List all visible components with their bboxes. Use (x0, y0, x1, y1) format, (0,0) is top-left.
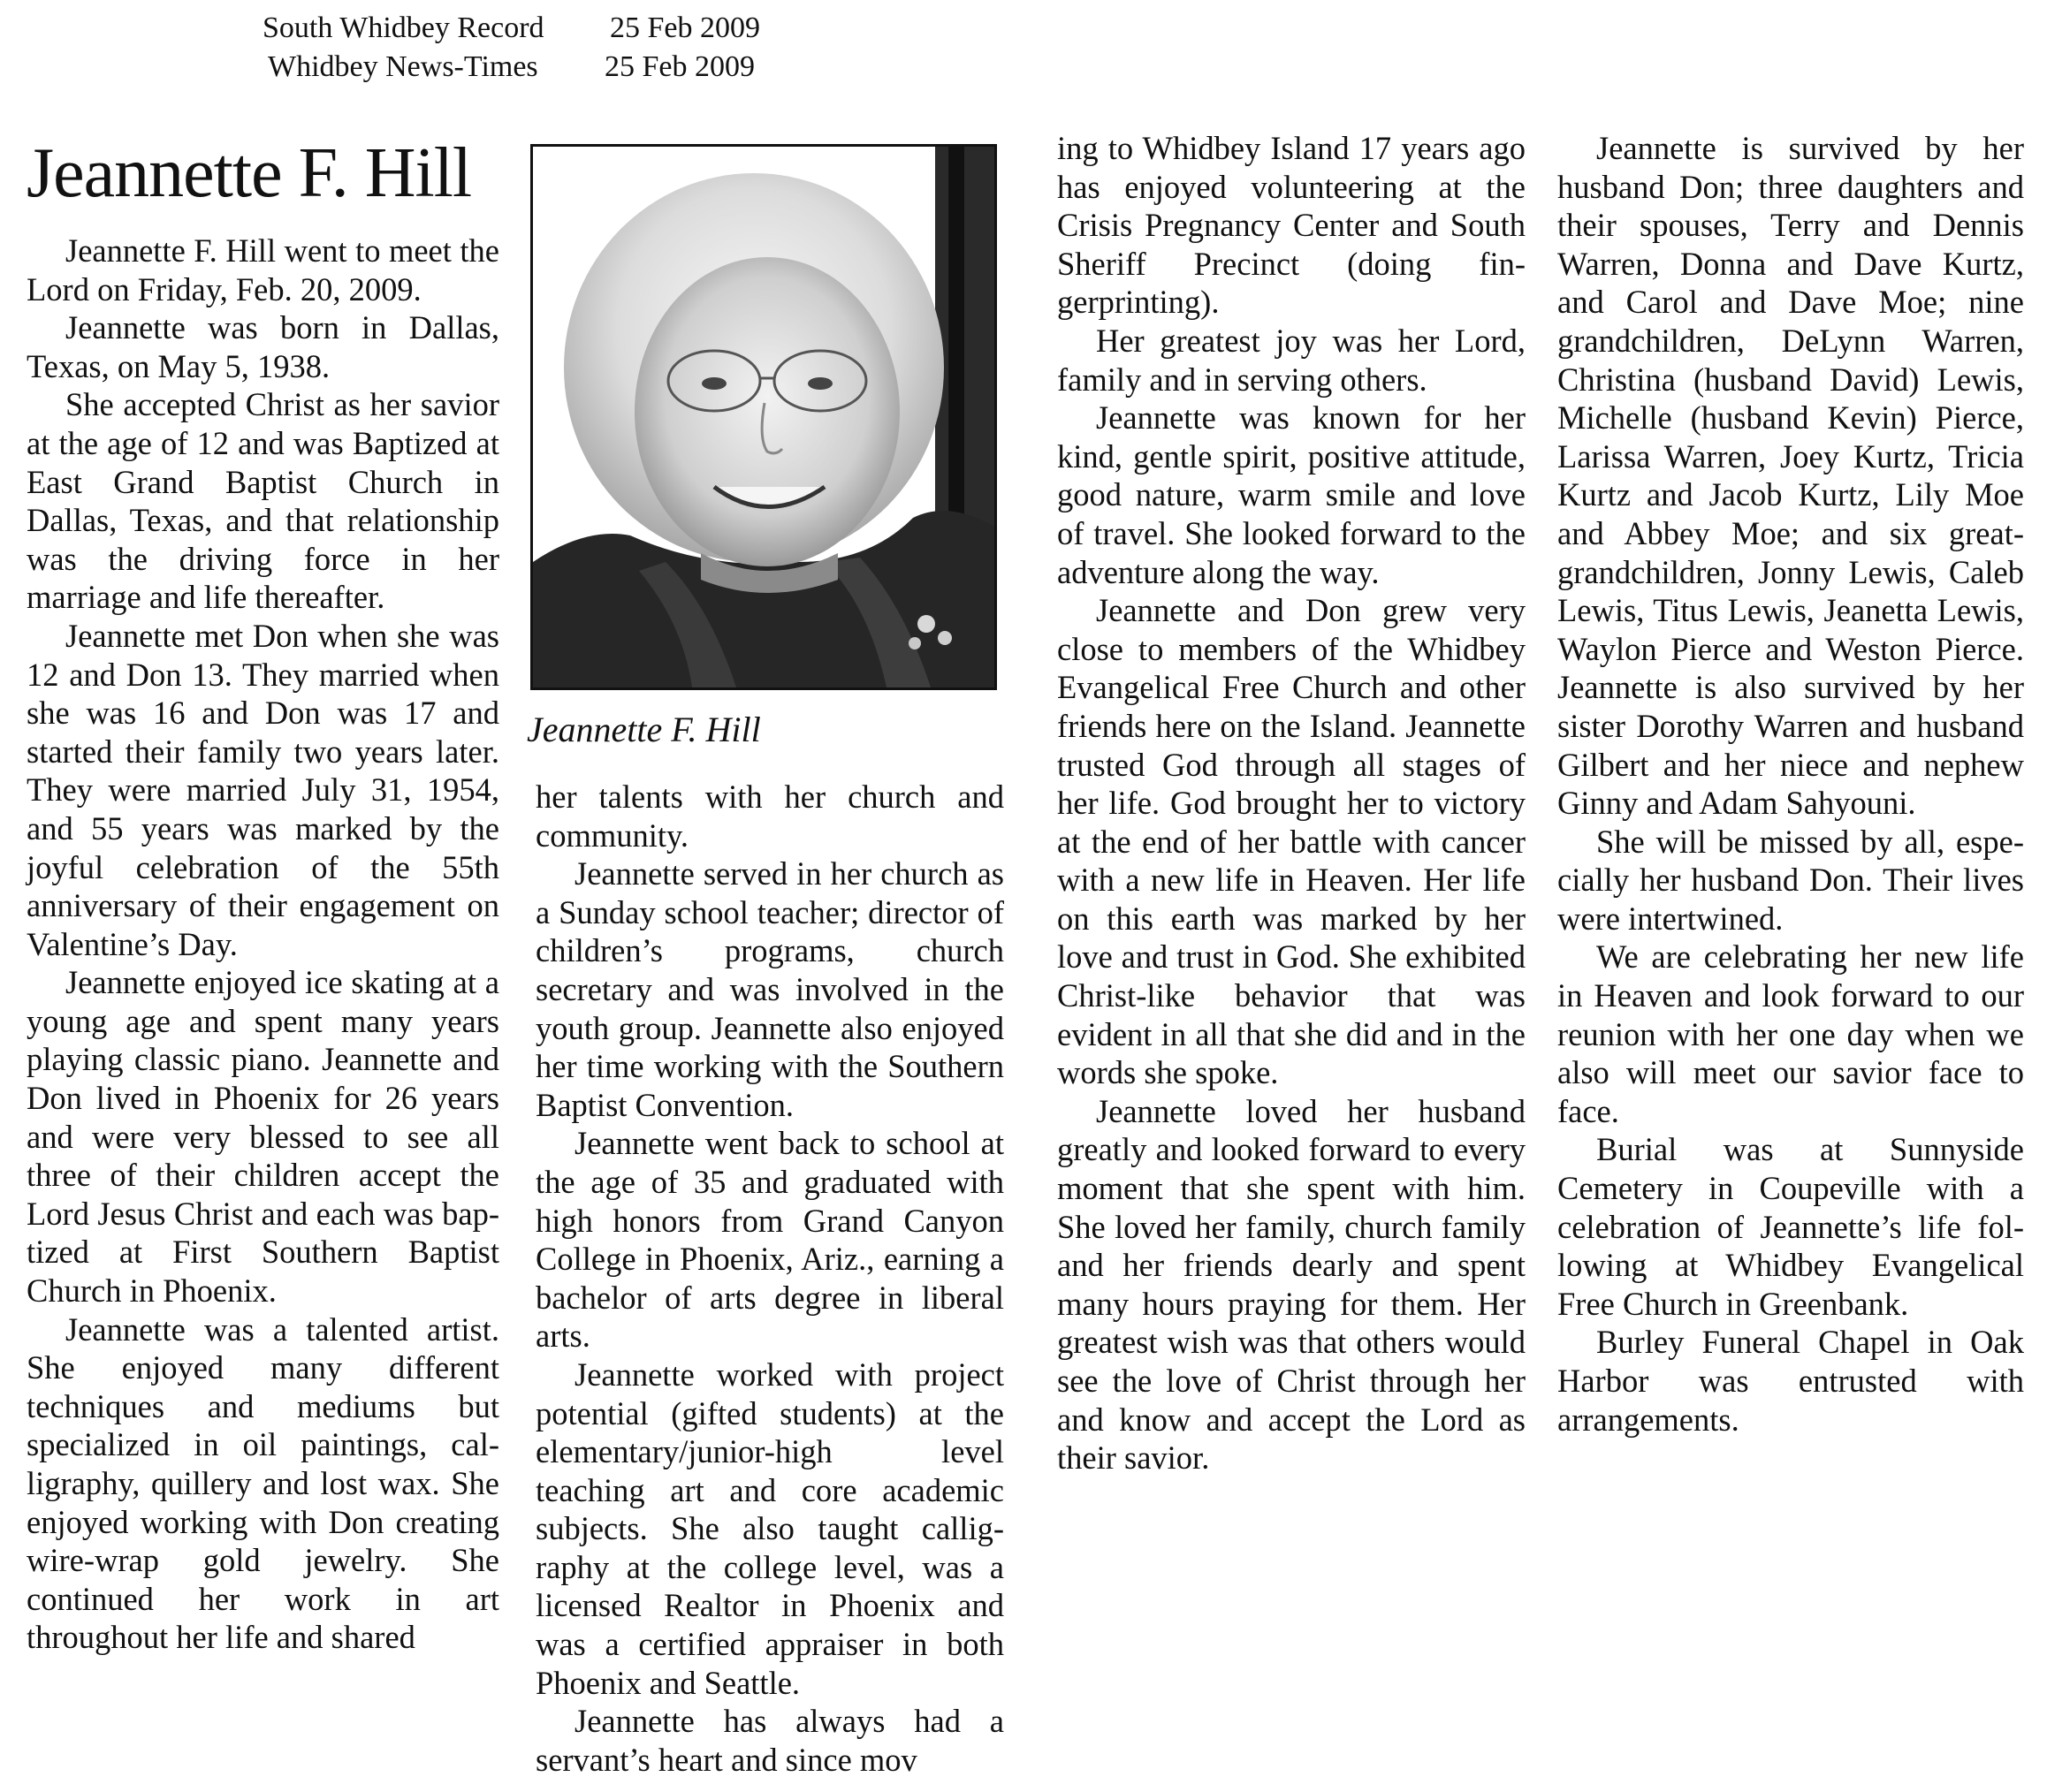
portrait-photo-icon (533, 147, 994, 687)
publication-date: 25 Feb 2009 (605, 50, 755, 83)
paragraph: She will be missed by all, especially her husband Don. Their lives were intertwined. (1557, 823, 2024, 937)
photo-caption: Jeannette F. Hill (527, 710, 761, 749)
article-column-4 (1557, 129, 2024, 1439)
paragraph: Jeannette enjoyed ice skating at a young age and spent many years playing classic piano. Jeannette and Don lived in Phoenix for 26 years and were very blessed to see all three of their children accept the Lord Jesus Christ and each was baptized at First Southern Baptist Church in Phoenix. (27, 964, 499, 1310)
source-line-south-whidbey-record (263, 11, 793, 46)
publication-name: South Whidbey Record (263, 11, 544, 44)
paragraph: Burley Funeral Chapel in Oak Harbor was entrusted with arrangements. (1557, 1324, 2024, 1438)
publication-name: Whidbey News-Times (268, 50, 538, 83)
paragraph: ing to Whidbey Island 17 years ago has enjoyed volunteering at the Crisis Pregnancy Center and South Sheriff Precinct (doing fingerprinting). (1057, 130, 1526, 321)
obituary-headline: Jeannette F. Hill (27, 134, 472, 212)
paragraph: Jeannette was a talented artist. She enjoyed many different techniques and mediums but specialized in oil paintings, calligraphy, quillery and lost wax. She enjoyed working with Don creating wire-wrap gold jewelry. She continued her work in art throughout her life and shared (27, 1310, 499, 1656)
paragraph: Jeannette has always had a servant’s heart and since mov (536, 1703, 1004, 1778)
article-column-2 (536, 778, 1004, 1779)
paragraph: Jeannette F. Hill went to meet the Lord on Friday, Feb. 20, 2009. (27, 232, 499, 308)
paragraph: Jeannette and Don grew very close to members of the Whidbey Evangelical Free Church and other friends here on the Island. Jeannette trusted God through all stages of her life. God brought her to victory at the end of her battle with cancer with a new life in Heaven. Her life on this earth was marked by her love and trust in God. She exhibited Christ-like behavior that was evident in all that she did and in the words she spoke. (1057, 592, 1526, 1091)
paragraph: Burial was at Sunnyside Cemetery in Coupeville with a celebration of Jeannette’s life following at Whidbey Evangelical Free Church in Greenbank. (1557, 1131, 2024, 1322)
paragraph: Jeannette was born in Dallas, Texas, on May 5, 1938. (27, 309, 499, 384)
paragraph: Jeannette loved her husband greatly and looked forward to every moment that she spent with him. She loved her family, church family and her friends dearly and spent many hours praying for them. Her greatest wish was that others would see the love of Christ through her and know and accept the Lord as their savior. (1057, 1092, 1526, 1477)
source-line-whidbey-news-times (268, 49, 798, 85)
portrait-photo (530, 144, 997, 690)
paragraph: She accepted Christ as her savior at the age of 12 and was Baptized at East Grand Baptist Church in Dallas, Texas, and that relationship was the driving force in her marriage and life thereafter. (27, 386, 499, 616)
publication-date: 25 Feb 2009 (610, 11, 760, 44)
paragraph: Jeannette went back to school at the age of 35 and graduated with high honors from Grand Canyon College in Phoenix, Ariz., earning a bachelor of arts degree in liberal arts. (536, 1125, 1004, 1355)
article-column-3 (1057, 129, 1526, 1477)
paragraph: Jeannette worked with project potential (gifted students) at the elementary/junior-high level teaching art and core academic subjects. She also taught calligraphy at the college level, was a licensed Realtor in Phoenix and was a certified appraiser in both Phoenix and Seattle. (536, 1355, 1004, 1701)
paragraph: her talents with her church and community. (536, 778, 1004, 854)
paragraph: Her greatest joy was her Lord, family and in serving others. (1057, 322, 1526, 398)
paragraph: Jeannette served in her church as a Sunday school teacher; director of children’s programs, church secretary and was involved in the youth group. Jeannette also enjoyed her time working with the Southern Baptist Convention. (536, 855, 1004, 1123)
article-column-1 (27, 232, 499, 1657)
paragraph: Jeannette is survived by her husband Don; three daughters and their spouses, Terry and Dennis Warren, Donna and Dave Kurtz, and Carol and Dave Moe; nine grandchildren, DeLynn Warren, Christina (husband David) Lewis, Michelle (husband Kevin) Pierce, Larissa Warren, Joey Kurtz, Tricia Kurtz and Jacob Kurtz, Lily Moe and Abbey Moe; and six great-grandchildren, Jonny Lewis, Caleb Lewis, Titus Lewis, Jeanetta Lewis, Waylon Pierce and Weston Pierce. Jeannette is also survived by her sister Dorothy Warren and husband Gilbert and her niece and nephew Ginny and Adam Sahyouni. (1557, 130, 2024, 822)
paragraph: Jeannette was known for her kind, gentle spirit, positive attitude, good nature, warm smile and love of travel. She looked forward to the adventure along the way. (1057, 399, 1526, 590)
paragraph: We are celebrating her new life in Heaven and look forward to our reunion with her one day when we also will meet our savior face to face. (1557, 938, 2024, 1129)
paragraph: Jeannette met Don when she was 12 and Don 13. They married when she was 16 and Don was 17 and started their family two years later. They were married July 31, 1954, and 55 years was marked by the joyful celebration of the 55th anniversary of their engagement on Valentine’s Day. (27, 617, 499, 962)
